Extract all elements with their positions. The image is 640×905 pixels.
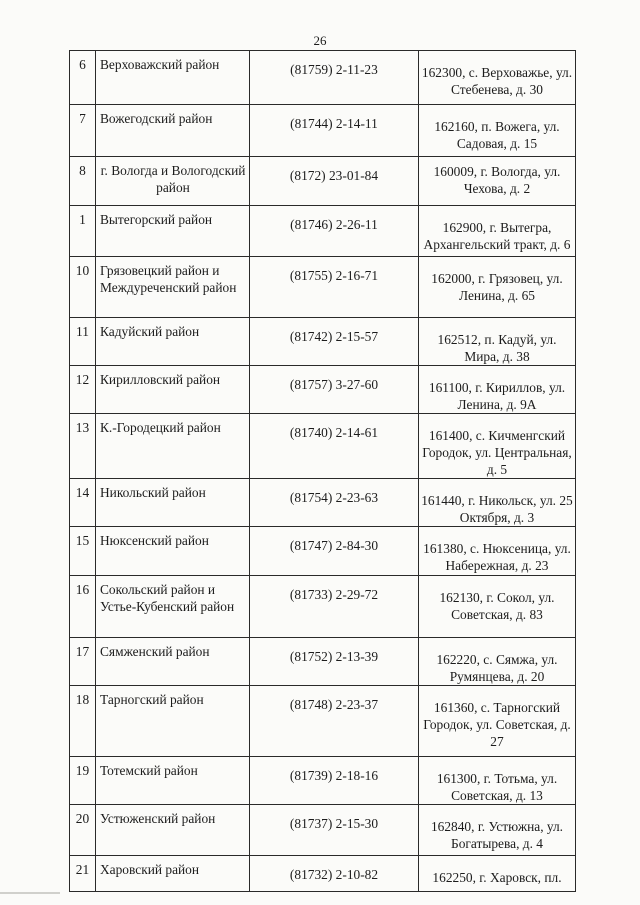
district-name: Тотемский район bbox=[96, 757, 250, 805]
table-row bbox=[70, 257, 576, 318]
address: 161380, с. Нюксеница, ул. Набережная, д. 23 bbox=[419, 527, 576, 576]
address: 162300, с. Верховажье, ул. Стебенева, д. 30 bbox=[419, 51, 576, 105]
row-number: 19 bbox=[70, 757, 96, 805]
table-row bbox=[70, 105, 576, 157]
row-number: 8 bbox=[70, 157, 96, 206]
address: 162900, г. Вытегра, Архангельский тракт, д. 6 bbox=[419, 206, 576, 257]
address: 162250, г. Харовск, пл. bbox=[419, 856, 576, 892]
address: 161440, г. Никольск, ул. 25 Октября, д. 3 bbox=[419, 479, 576, 527]
row-number: 13 bbox=[70, 414, 96, 479]
row-number: 15 bbox=[70, 527, 96, 576]
address: 162000, г. Грязовец, ул. Ленина, д. 65 bbox=[419, 257, 576, 318]
phone-number: (81744) 2-14-11 bbox=[250, 105, 419, 157]
phone-number: (81759) 2-11-23 bbox=[250, 51, 419, 105]
phone-number: (81755) 2-16-71 bbox=[250, 257, 419, 318]
table-row bbox=[70, 414, 576, 479]
table-row bbox=[70, 51, 576, 105]
row-number: 10 bbox=[70, 257, 96, 318]
row-number: 17 bbox=[70, 638, 96, 686]
row-number: 21 bbox=[70, 856, 96, 892]
scan-edge-mark bbox=[0, 892, 60, 894]
district-name: Кадуйский район bbox=[96, 318, 250, 366]
address: 162840, г. Устюжна, ул. Богатырева, д. 4 bbox=[419, 805, 576, 856]
district-contacts-table bbox=[69, 50, 576, 892]
phone-number: (81748) 2-23-37 bbox=[250, 686, 419, 757]
district-name: Нюксенский район bbox=[96, 527, 250, 576]
phone-number: (81757) 3-27-60 bbox=[250, 366, 419, 414]
table-row bbox=[70, 479, 576, 527]
table-row bbox=[70, 206, 576, 257]
district-name: Тарногский район bbox=[96, 686, 250, 757]
district-name: Никольский район bbox=[96, 479, 250, 527]
address: 162220, с. Сямжа, ул. Румянцева, д. 20 bbox=[419, 638, 576, 686]
district-name: Харовский район bbox=[96, 856, 250, 892]
phone-number: (81732) 2-10-82 bbox=[250, 856, 419, 892]
table-row bbox=[70, 527, 576, 576]
district-name: Кирилловский район bbox=[96, 366, 250, 414]
phone-number: (81739) 2-18-16 bbox=[250, 757, 419, 805]
phone-number: (81754) 2-23-63 bbox=[250, 479, 419, 527]
table-row bbox=[70, 757, 576, 805]
table-row bbox=[70, 318, 576, 366]
row-number: 7 bbox=[70, 105, 96, 157]
address: 161300, г. Тотьма, ул. Советская, д. 13 bbox=[419, 757, 576, 805]
district-name: Грязовецкий район и Междуреченский район bbox=[96, 257, 250, 318]
district-name: Вытегорский район bbox=[96, 206, 250, 257]
row-number: 11 bbox=[70, 318, 96, 366]
table-row bbox=[70, 157, 576, 206]
phone-number: (81733) 2-29-72 bbox=[250, 576, 419, 638]
address: 162160, п. Вожега, ул. Садовая, д. 15 bbox=[419, 105, 576, 157]
phone-number: (81742) 2-15-57 bbox=[250, 318, 419, 366]
table-row bbox=[70, 638, 576, 686]
address: 162130, г. Сокол, ул. Советская, д. 83 bbox=[419, 576, 576, 638]
table-row bbox=[70, 856, 576, 892]
table-row bbox=[70, 805, 576, 856]
page-number: 26 bbox=[313, 33, 327, 48]
phone-number: (81752) 2-13-39 bbox=[250, 638, 419, 686]
row-number: 12 bbox=[70, 366, 96, 414]
district-name: Верховажский район bbox=[96, 51, 250, 105]
row-number: 1 bbox=[70, 206, 96, 257]
phone-number: (81746) 2-26-11 bbox=[250, 206, 419, 257]
table-row bbox=[70, 366, 576, 414]
address: 161360, с. Тарногский Городок, ул. Советская, д. 27 bbox=[419, 686, 576, 757]
address: 161100, г. Кириллов, ул. Ленина, д. 9А bbox=[419, 366, 576, 414]
row-number: 14 bbox=[70, 479, 96, 527]
row-number: 6 bbox=[70, 51, 96, 105]
table-row bbox=[70, 686, 576, 757]
district-name: К.-Городецкий район bbox=[96, 414, 250, 479]
address: 161400, с. Кичменгский Городок, ул. Центральная, д. 5 bbox=[419, 414, 576, 479]
address: 162512, п. Кадуй, ул. Мира, д. 38 bbox=[419, 318, 576, 366]
row-number: 16 bbox=[70, 576, 96, 638]
row-number: 20 bbox=[70, 805, 96, 856]
district-name: Вожегодский район bbox=[96, 105, 250, 157]
phone-number: (8172) 23-01-84 bbox=[250, 157, 419, 206]
district-name: Сокольский район и Устье-Кубенский район bbox=[96, 576, 250, 638]
district-name: Сямженский район bbox=[96, 638, 250, 686]
row-number: 18 bbox=[70, 686, 96, 757]
phone-number: (81737) 2-15-30 bbox=[250, 805, 419, 856]
phone-number: (81747) 2-84-30 bbox=[250, 527, 419, 576]
district-name: г. Вологда и Вологодский район bbox=[96, 157, 250, 206]
district-name: Устюженский район bbox=[96, 805, 250, 856]
table-row bbox=[70, 576, 576, 638]
address: 160009, г. Вологда, ул. Чехова, д. 2 bbox=[419, 157, 576, 206]
phone-number: (81740) 2-14-61 bbox=[250, 414, 419, 479]
